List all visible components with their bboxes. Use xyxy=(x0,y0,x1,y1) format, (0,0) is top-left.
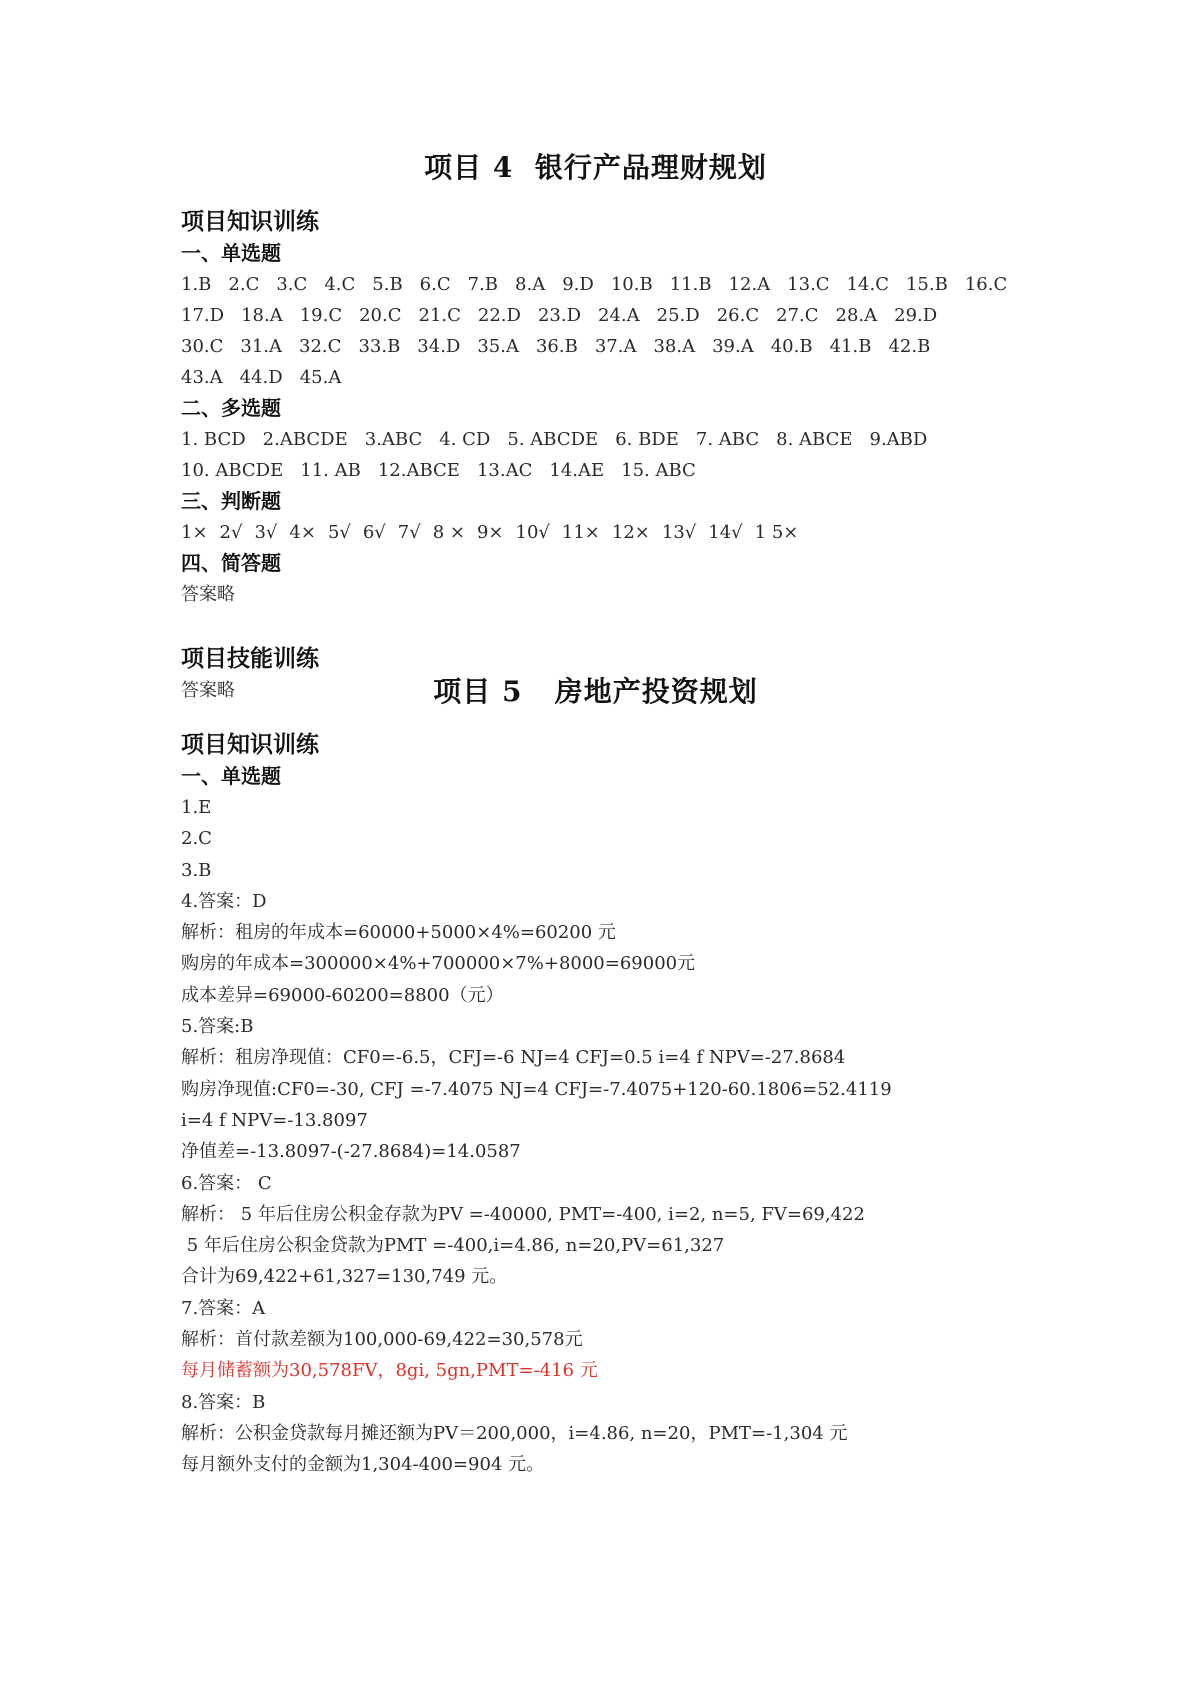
answer-line: 购房的年成本=300000×4%+700000×7%+8000=69000元 xyxy=(181,953,696,975)
answer-item: 9.ABD xyxy=(869,429,928,450)
answer-item: 14.AE xyxy=(549,460,605,481)
answer-item: 8 × xyxy=(432,522,465,543)
answer-line: 3.B xyxy=(181,859,212,881)
answer-item: 22.D xyxy=(477,305,521,326)
answer-item: 1. BCD xyxy=(181,429,246,450)
project4-single-heading: 一、单选题 xyxy=(181,241,281,265)
answer-item: 7√ xyxy=(397,522,421,543)
answer-item: 13.AC xyxy=(476,460,533,481)
answer-item: 6. BDE xyxy=(615,429,679,450)
answer-line: 每月储蓄额为30,578FV，8gi, 5gn,PMT=-416 元 xyxy=(181,1360,598,1382)
answer-item: 20.C xyxy=(359,305,402,326)
answer-item: 1× xyxy=(181,522,208,543)
answer-row xyxy=(181,517,1041,548)
answer-line: 合计为69,422+61,327=130,749 元。 xyxy=(181,1266,508,1288)
answer-item: 40.B xyxy=(770,336,813,357)
project5-answer-lines xyxy=(181,792,1041,1481)
answer-item: 11× xyxy=(561,522,600,543)
answer-item: 43.A xyxy=(181,367,223,388)
answer-line: 解析：公积金贷款每月摊还额为PV＝200,000，i=4.86, n=20，PMT=-1,304 元 xyxy=(181,1422,848,1444)
answer-item: 44.D xyxy=(239,367,283,388)
answer-item: 21.C xyxy=(418,305,461,326)
answer-item: 1 5× xyxy=(754,522,799,543)
answer-item: 3.ABC xyxy=(364,429,423,450)
answer-line: 8.答案：B xyxy=(181,1391,266,1413)
answer-item: 5. ABCDE xyxy=(507,429,599,450)
answer-item: 3√ xyxy=(254,522,278,543)
answer-item: 37.A xyxy=(594,336,637,357)
answer-item: 35.A xyxy=(477,336,519,357)
project5-single-heading: 一、单选题 xyxy=(181,764,281,788)
answer-row xyxy=(181,331,1041,362)
answer-line: 解析：租房净现值：CF0=-6.5，CFJ=-6 NJ=4 CFJ=0.5 i=4 f NPV=-27.8684 xyxy=(181,1047,846,1069)
answer-item: 24.A xyxy=(598,305,640,326)
answer-item: 36.B xyxy=(535,336,578,357)
answer-item: 4. CD xyxy=(439,429,491,450)
project4-short-answer: 答案略 xyxy=(181,584,235,605)
answer-item: 2.ABCDE xyxy=(262,429,348,450)
answer-item: 41.B xyxy=(829,336,872,357)
answer-row xyxy=(181,362,1041,393)
answer-item: 39.A xyxy=(712,336,754,357)
answer-item: 5√ xyxy=(327,522,351,543)
answer-item: 23.D xyxy=(537,305,582,326)
answer-item: 28.A xyxy=(835,305,878,326)
project5-title: 项目 5 房地产投资规划 xyxy=(433,675,758,708)
answer-item: 12.A xyxy=(728,274,771,295)
answer-item: 7.B xyxy=(467,274,499,295)
answer-item: 42.B xyxy=(888,336,931,357)
answer-item: 29.D xyxy=(894,305,938,326)
answer-line: 6.答案： C xyxy=(181,1172,272,1194)
answer-item: 12.ABCE xyxy=(377,460,460,481)
answer-line: 成本差异=69000-60200=8800（元） xyxy=(181,984,504,1006)
answer-item: 26.C xyxy=(716,305,760,326)
project4-judge-heading: 三、判断题 xyxy=(181,489,281,513)
answer-item: 9× xyxy=(476,522,504,543)
answer-line: 每月额外支付的金额为1,304-400=904 元。 xyxy=(181,1454,545,1476)
answer-item: 9.D xyxy=(562,274,594,295)
answer-item: 8.A xyxy=(515,274,546,295)
answer-item: 13.C xyxy=(787,274,830,295)
answer-item: 6√ xyxy=(362,522,386,543)
answer-item: 33.B xyxy=(358,336,401,357)
answer-line: 解析： 5 年后住房公积金存款为PV =-40000, PMT=-400, i=2, n=5, FV=69,422 xyxy=(181,1203,865,1225)
answer-item: 31.A xyxy=(240,336,283,357)
project4-short-heading: 四、简答题 xyxy=(181,551,281,575)
answer-item: 14√ xyxy=(708,522,743,543)
answer-item: 17.D xyxy=(181,305,225,326)
project4-knowledge-heading: 项目知识训练 xyxy=(181,208,319,235)
answer-item: 10.B xyxy=(610,274,653,295)
answer-row xyxy=(181,455,1041,486)
answer-item: 11.B xyxy=(669,274,712,295)
answer-item: 15.B xyxy=(905,274,948,295)
answer-line: 解析：租房的年成本=60000+5000×4%=60200 元 xyxy=(181,922,616,944)
project4-single-answers xyxy=(181,269,1041,393)
answer-item: 11. AB xyxy=(300,460,361,481)
answer-item: 25.D xyxy=(656,305,700,326)
project5-knowledge-heading: 项目知识训练 xyxy=(181,731,319,758)
answer-item: 18.A xyxy=(241,305,283,326)
answer-item: 1.B xyxy=(181,274,212,295)
answer-item: 13√ xyxy=(661,522,697,543)
project4-title: 项目 4 银行产品理财规划 xyxy=(424,151,767,184)
answer-item: 4.C xyxy=(324,274,356,295)
answer-line: 5.答案:B xyxy=(181,1016,254,1038)
answer-line: i=4 f NPV=-13.8097 xyxy=(181,1109,368,1131)
answer-item: 2√ xyxy=(219,522,243,543)
answer-line: 购房净现值:CF0=-30, CFJ =-7.4075 NJ=4 CFJ=-7.4075+120-60.1806=52.4119 xyxy=(181,1078,892,1100)
answer-item: 27.C xyxy=(776,305,819,326)
answer-item: 6.C xyxy=(419,274,451,295)
answer-item: 2.C xyxy=(228,274,260,295)
answer-item: 14.C xyxy=(846,274,889,295)
answer-item: 10√ xyxy=(515,522,550,543)
answer-row xyxy=(181,424,1041,455)
answer-line: 1.E xyxy=(181,797,212,818)
answer-line: 4.答案：D xyxy=(181,890,267,912)
answer-line: 2.C xyxy=(181,828,212,850)
answer-item: 32.C xyxy=(299,336,342,357)
answer-item: 10. ABCDE xyxy=(181,460,284,481)
answer-item: 12× xyxy=(611,522,650,543)
answer-item: 38.A xyxy=(653,336,696,357)
project4-multi-answers xyxy=(181,424,1041,486)
answer-item: 4× xyxy=(289,522,316,543)
answer-item: 7. ABC xyxy=(695,429,760,450)
answer-item: 3.C xyxy=(276,274,308,295)
project5-section xyxy=(181,728,1041,1481)
answer-line: 净值差=-13.8097-(-27.8684)=14.0587 xyxy=(181,1141,521,1163)
project4-skill-heading: 项目技能训练 xyxy=(181,645,319,673)
answer-line: 5 年后住房公积金贷款为PMT =-400,i=4.86, n=20,PV=61,327 xyxy=(181,1235,725,1257)
answer-row xyxy=(181,300,1041,331)
answer-row xyxy=(181,269,1041,300)
project4-judge-answers xyxy=(181,517,1041,548)
project4-multi-heading: 二、多选题 xyxy=(181,396,281,420)
answer-item: 19.C xyxy=(299,305,343,326)
answer-item: 15. ABC xyxy=(621,460,696,481)
answer-line: 解析：首付款差额为100,000-69,422=30,578元 xyxy=(181,1329,583,1351)
project4-section xyxy=(181,205,1041,707)
answer-item: 34.D xyxy=(417,336,461,357)
answer-item: 5.B xyxy=(372,274,403,295)
project4-skill-answer: 答案略 xyxy=(181,680,235,702)
answer-item: 30.C xyxy=(181,336,224,357)
answer-item: 8. ABCE xyxy=(776,429,853,450)
answer-item: 16.C xyxy=(964,274,1008,295)
answer-item: 45.A xyxy=(299,367,342,388)
answer-line: 7.答案：A xyxy=(181,1297,266,1319)
